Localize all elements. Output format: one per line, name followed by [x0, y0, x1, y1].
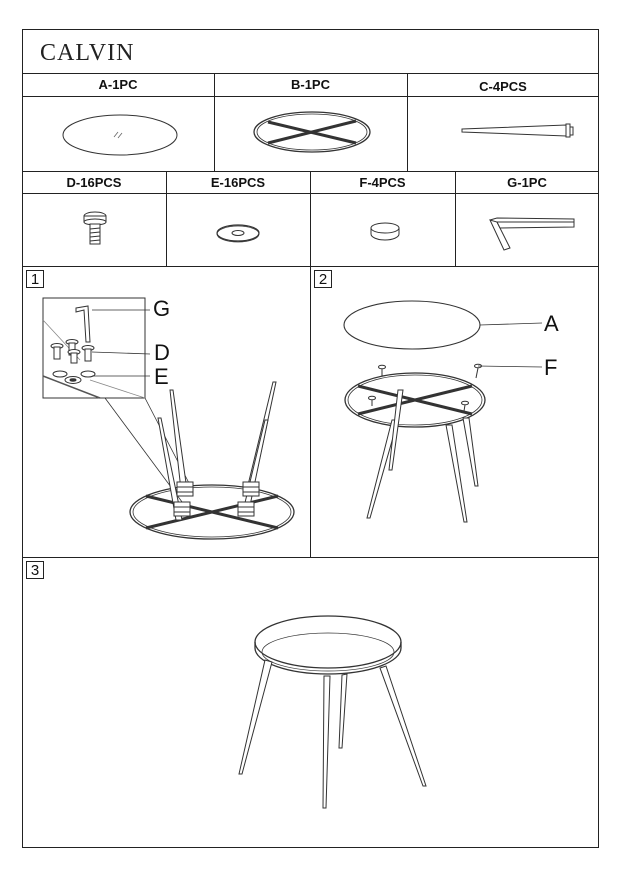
divider [310, 171, 311, 557]
glass-top-icon [60, 112, 180, 158]
leg-icon [458, 122, 578, 142]
cross-frame-icon [250, 108, 374, 156]
pad-icon [367, 220, 403, 244]
part-label-b: B-1PC [290, 77, 330, 92]
callout-d: D [154, 340, 170, 365]
part-label-e: E-16PCS [210, 175, 266, 190]
divider [22, 557, 599, 558]
divider [22, 73, 599, 74]
part-label-g: G-1PC [507, 175, 547, 190]
screw-icon [78, 208, 114, 250]
washer-icon [214, 222, 262, 244]
callout-f: F [544, 355, 558, 380]
part-label-c: C-4PCS [479, 79, 527, 94]
step-number-3: 3 [26, 561, 44, 579]
step-number-2: 2 [314, 270, 332, 288]
callout-e: E [154, 364, 169, 389]
step-1-illustration [40, 290, 310, 550]
step-3-illustration [220, 590, 440, 820]
part-label-a: A-1PC [98, 77, 138, 92]
part-label-f: F-4PCS [359, 175, 406, 190]
callout-a: A [544, 311, 559, 336]
allen-key-icon [484, 212, 580, 258]
callout-g: G [153, 296, 171, 321]
part-label-d: D-16PCS [66, 175, 122, 190]
product-title: CALVIN [40, 40, 135, 66]
divider [22, 96, 599, 97]
step-number-1: 1 [26, 270, 44, 288]
